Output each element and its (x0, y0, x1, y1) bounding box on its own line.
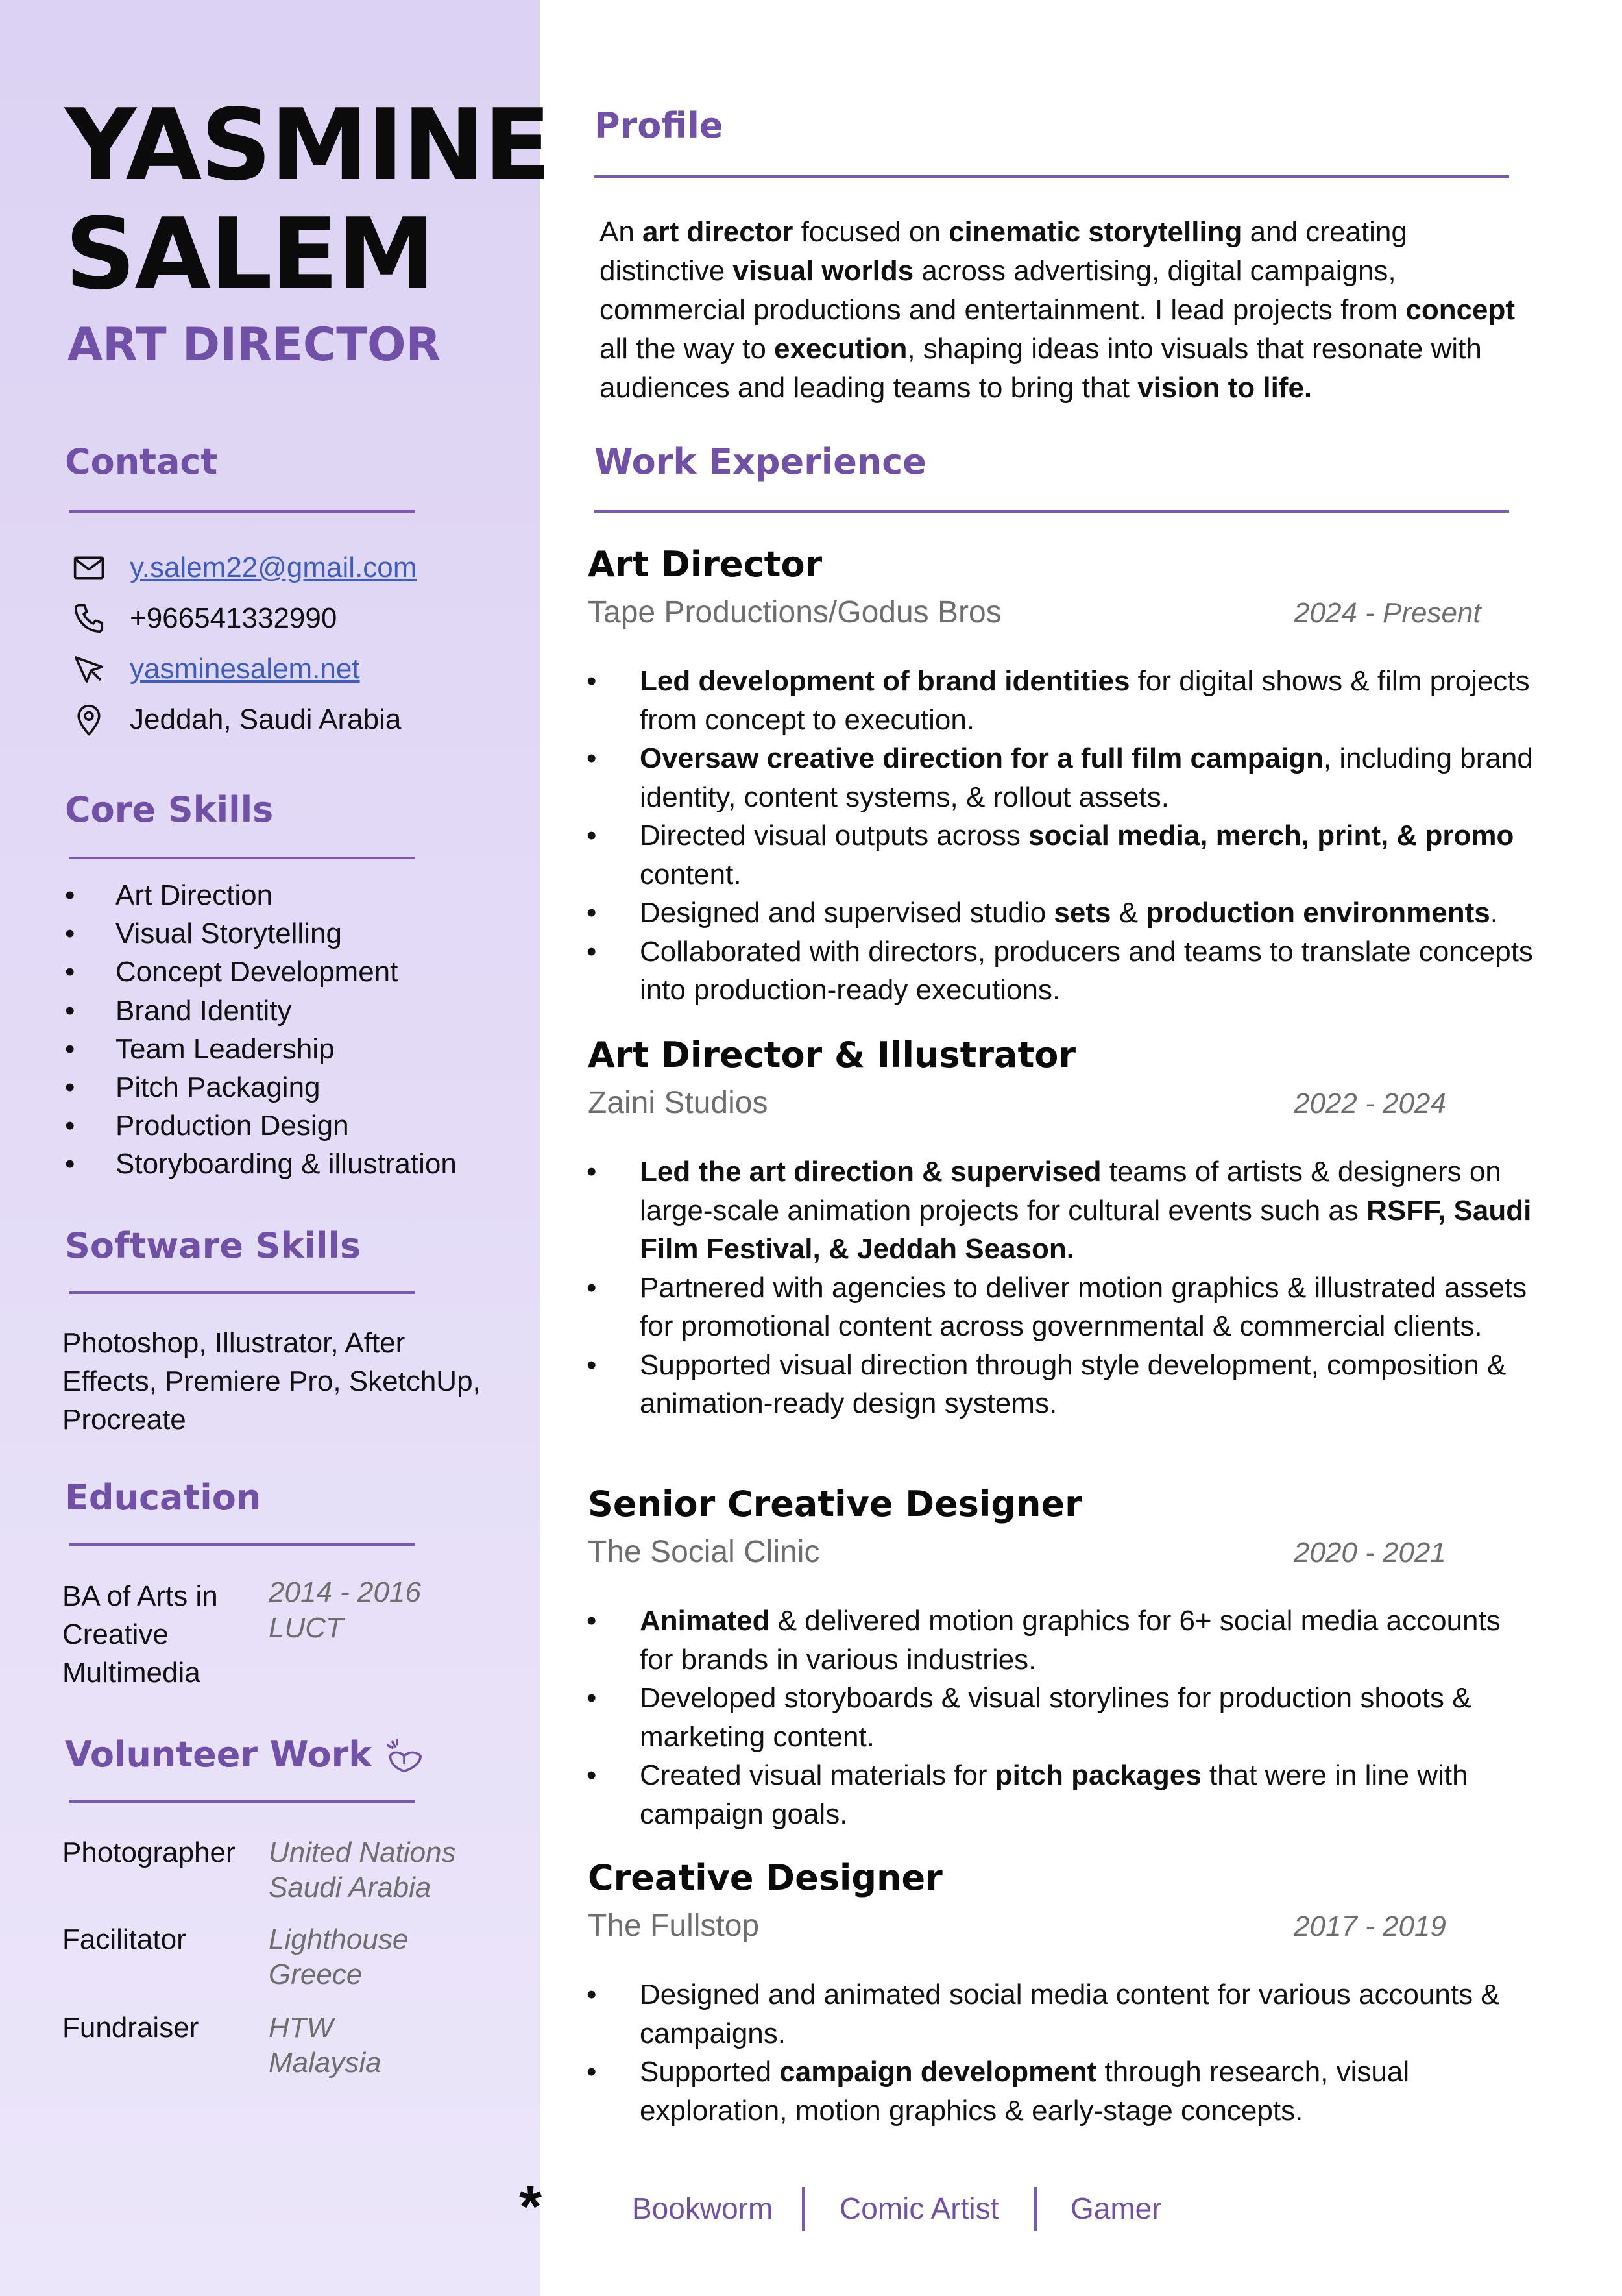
job-dates: 2020 - 2021 (1294, 1537, 1446, 1569)
job-company: Zaini Studios (588, 1086, 768, 1120)
job-dates: 2022 - 2024 (1294, 1088, 1446, 1119)
job-bullet: • Supported campaign development through research, visual exploration, motion graphics & early-stage concepts. (587, 2056, 1410, 2127)
job-title: Creative Designer (588, 1857, 943, 1898)
software-skills-heading: Software Skills (65, 1225, 361, 1266)
volunteer-org (269, 1922, 502, 1992)
job-bullet: • Developed storyboards & visual storylines for production shoots & marketing content. (587, 1682, 1471, 1753)
cursor-icon (71, 652, 106, 687)
job-bullet: • Led development of brand identities for digital shows & film projects from concept to execution. (587, 665, 1530, 736)
volunteer-org-line: United Nations (269, 1837, 456, 1868)
skill-item: • Brand Identity (65, 994, 292, 1027)
job-title: Art Director & Illustrator (588, 1034, 1076, 1075)
education-heading: Education (65, 1477, 261, 1518)
asterisk-mark: * (519, 2175, 542, 2240)
core-skills-list (62, 876, 457, 1184)
contact-email-row[interactable] (71, 545, 526, 591)
location-text: Jeddah, Saudi Arabia (130, 703, 402, 735)
contact-location-row (71, 697, 526, 742)
contact-heading: Contact (65, 441, 218, 482)
skill-item: • Team Leadership (65, 1032, 335, 1065)
volunteer-org (269, 1835, 502, 1905)
name-heading (65, 88, 550, 311)
job-bullets (584, 1975, 1538, 2130)
job-bullet: • Led the art direction & supervised teams of artists & designers on large-scale animation projects for cultural events such as RSFF, Saudi Film Festival, & Jeddah Season. (587, 1156, 1532, 1265)
volunteer-org-line: Malaysia (269, 2047, 381, 2079)
job-bullet: • Directed visual outputs across social media, merch, print, & promo content. (587, 820, 1514, 890)
contact-divider (69, 510, 415, 513)
job-bullet: • Designed and supervised studio sets & production environments. (587, 897, 1499, 929)
website-link[interactable]: yasminesalem.net (130, 653, 360, 685)
work-experience-heading: Work Experience (594, 441, 926, 482)
job-title: Senior Creative Designer (588, 1484, 1082, 1524)
education-degree: BA of Arts in Creative Multimedia (62, 1580, 218, 1689)
job-bullet: • Animated & delivered motion graphics for 6+ social media accounts for brands in various industries. (587, 1605, 1501, 1676)
volunteer-role: Photographer (62, 1837, 236, 1868)
skill-item: • Production Design (65, 1110, 349, 1142)
location-pin-icon (71, 702, 106, 737)
skill-item: • Art Direction (65, 879, 273, 911)
job-dates: 2017 - 2019 (1294, 1911, 1446, 1942)
mail-icon (71, 550, 106, 585)
email-link[interactable]: y.salem22@gmail.com (130, 552, 417, 583)
volunteer-role: Fundraiser (62, 2012, 199, 2044)
core-skills-divider (69, 857, 415, 859)
volunteer-role: Facilitator (62, 1924, 186, 1955)
phone-number: +966541332990 (130, 602, 337, 634)
job-dates: 2024 - Present (1294, 597, 1481, 629)
skill-item: • Pitch Packaging (65, 1071, 321, 1103)
profile-heading: Profile (594, 105, 723, 146)
contact-phone-row (71, 596, 526, 641)
volunteer-org (269, 2010, 502, 2081)
job-bullets (584, 1153, 1538, 1423)
job-bullets (584, 662, 1538, 1010)
job-title: Art Director (588, 544, 823, 585)
volunteer-org-line: Lighthouse (269, 1924, 409, 1955)
hobby-item: Bookworm (632, 2192, 773, 2225)
skill-item: • Storyboarding & illustration (65, 1148, 457, 1180)
job-bullet: • Collaborated with directors, producers and teams to translate concepts into production-ready executions. (587, 935, 1533, 1006)
education-years: 2014 - 2016 (269, 1576, 421, 1608)
software-skills-text: Photoshop, Illustrator, After Effects, Premiere Pro, SketchUp, Procreate (62, 1327, 481, 1435)
job-bullet: • Designed and animated social media content for various accounts & campaigns. (587, 1979, 1500, 2049)
profile-text: An art director focused on cinematic storytelling and creating distinctive visual worlds across advertising, digital campaigns, commercial productions and entertainment. I lead projects from concept all the way to execution, shaping ideas into visuals that resonate with audiences and leading teams to bring that vision to life. (599, 216, 1516, 404)
volunteer-org-line: HTW (269, 2012, 334, 2044)
volunteer-heading-row (65, 1734, 428, 1775)
last-name: SALEM (65, 197, 435, 311)
volunteer-divider (69, 1800, 415, 1803)
first-name: YASMINE (65, 88, 550, 202)
skill-item: • Concept Development (65, 956, 398, 988)
hobby-item: Gamer (1071, 2192, 1162, 2225)
volunteer-heading: Volunteer Work (65, 1734, 372, 1775)
job-bullet: • Supported visual direction through style development, composition & animation-ready design systems. (587, 1349, 1507, 1419)
hobby-separator (1034, 2187, 1037, 2231)
job-bullet: • Partnered with agencies to deliver motion graphics & illustrated assets for promotional content across governmental & commercial clients. (587, 1271, 1527, 1342)
volunteer-org-line: Greece (269, 1959, 363, 1990)
skill-item: • Visual Storytelling (65, 918, 342, 950)
hands-heart-icon (381, 1735, 428, 1775)
education-divider (69, 1543, 415, 1546)
job-bullet: • Created visual materials for pitch packages that were in line with campaign goals. (587, 1759, 1468, 1830)
software-skills-divider (69, 1291, 415, 1294)
job-company: The Fullstop (588, 1909, 760, 1943)
contact-website-row[interactable] (71, 646, 526, 692)
job-company: Tape Productions/Godus Bros (588, 595, 1002, 629)
job-bullets (584, 1602, 1538, 1833)
education-details (269, 1574, 463, 1646)
job-bullet: • Oversaw creative direction for a full film campaign, including brand identity, content systems, & rollout assets. (587, 742, 1533, 813)
hobby-separator (802, 2187, 805, 2231)
profile-divider (594, 175, 1509, 178)
job-title-heading: ART DIRECTOR (67, 318, 441, 371)
phone-icon (71, 601, 106, 636)
volunteer-org-line: Saudi Arabia (269, 1872, 431, 1903)
education-school: LUCT (269, 1612, 343, 1644)
job-company: The Social Clinic (588, 1535, 820, 1569)
core-skills-heading: Core Skills (65, 789, 274, 830)
hobby-item: Comic Artist (840, 2192, 999, 2225)
work-experience-divider (594, 510, 1509, 513)
